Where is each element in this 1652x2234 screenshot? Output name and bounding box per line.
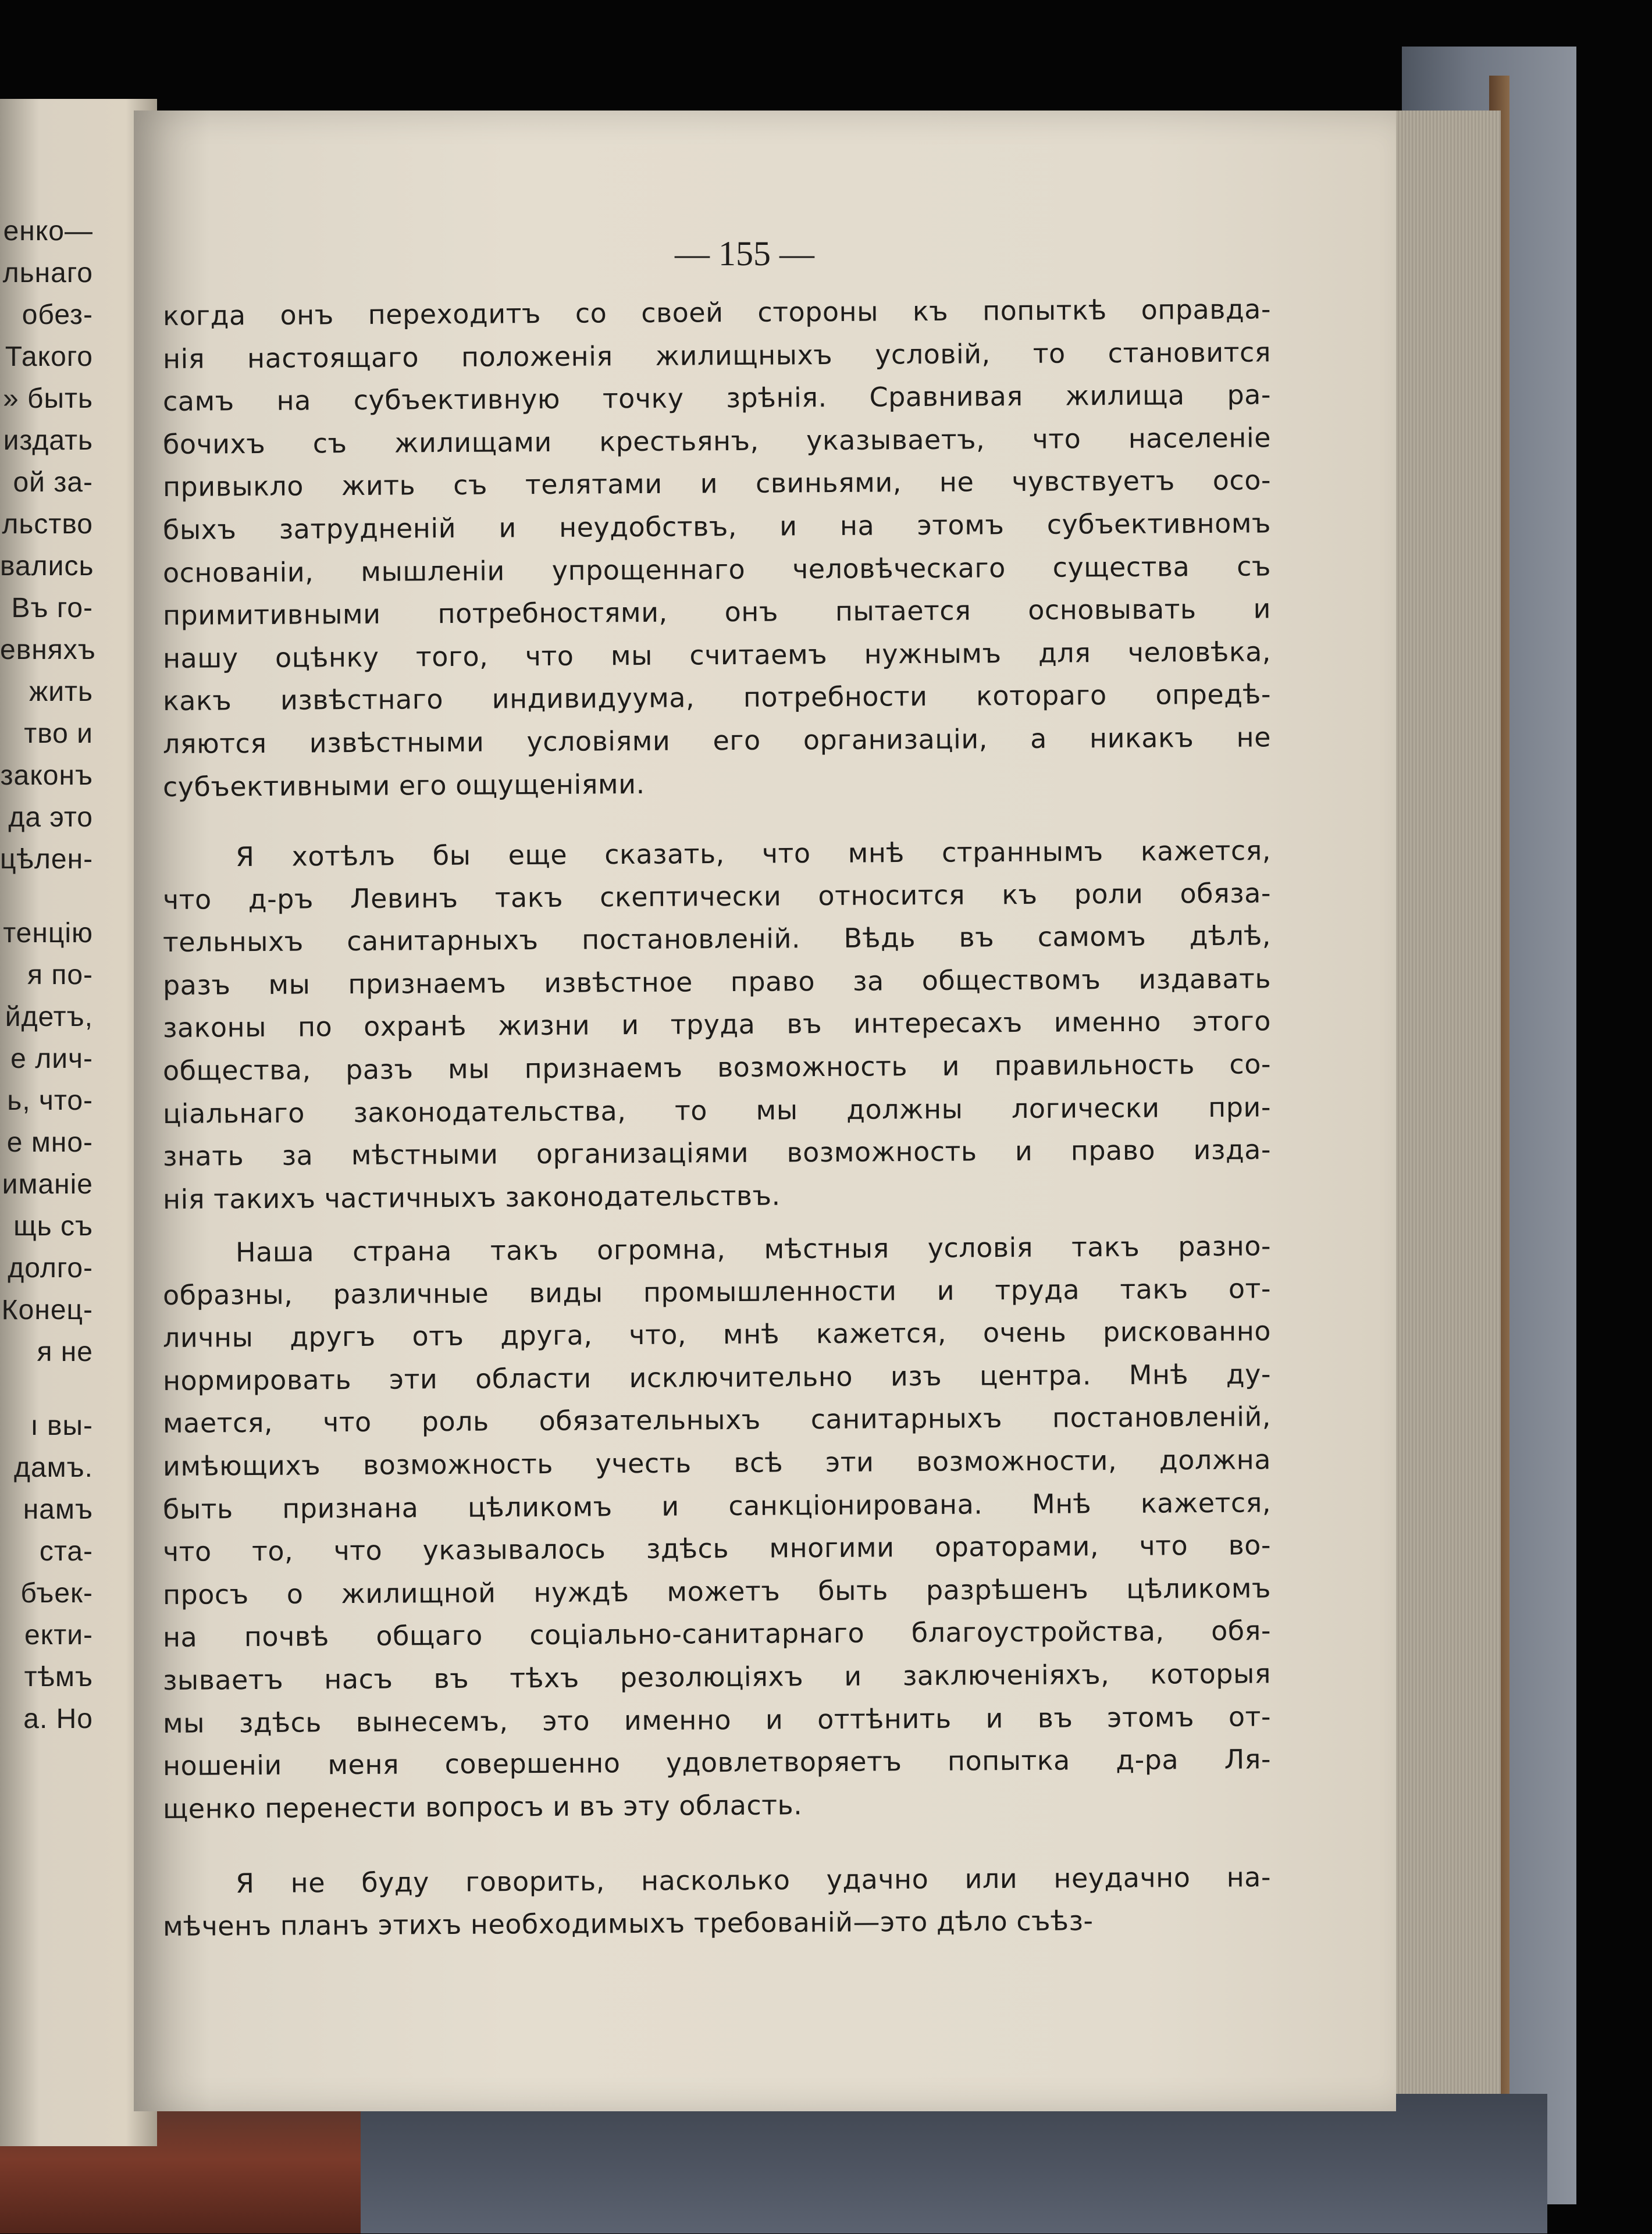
page-block-edge: [1384, 111, 1501, 2164]
left-page-fragment: Въ го-: [11, 593, 93, 623]
body-text-line: Я хотѣлъ бы еще сказать, что мнѣ страннымъ кажется,: [235, 835, 1272, 872]
left-page-fragment: законъ: [0, 760, 93, 791]
right-page: [134, 111, 1396, 2111]
body-text-line: законы по охранѣ жизни и труда въ интересахъ именно этого: [162, 1005, 1272, 1044]
left-page-fragment: евняхъ: [0, 635, 96, 665]
left-page-fragment: ı вы-: [30, 1410, 93, 1441]
left-page-fragment: е мно-: [6, 1127, 93, 1158]
left-page-fragment: тенцію: [3, 918, 93, 949]
body-text-line: мѣченъ планъ этихъ необходимыхъ требованій—это дѣло съѣз-: [162, 1904, 1094, 1942]
body-text-line: мается, что роль обязательныхъ санитарныхъ постановленій,: [162, 1401, 1272, 1440]
left-page-fragment: вались: [0, 551, 94, 582]
body-text-line: какъ извѣстнаго индивидуума, потребности котораго опредѣ-: [162, 678, 1272, 717]
left-page-fragment: льство: [2, 509, 93, 540]
left-page-fragment: йдетъ,: [5, 1002, 93, 1032]
body-text-line: примитивными потребностями, онъ пытается основывать и: [162, 593, 1272, 632]
left-page-fragment: ой за-: [13, 467, 93, 498]
left-page-fragment: е лич-: [10, 1043, 93, 1074]
left-page-fragment: я не: [37, 1337, 93, 1367]
body-text-line: бочихъ съ жилищами крестьянъ, указываетъ, что населеніе: [162, 422, 1272, 460]
left-page-fragment: да это: [8, 802, 93, 833]
left-page-fragment: обез-: [22, 300, 93, 330]
body-text-line: быть признана цѣликомъ и санкціонирована. Мнѣ кажется,: [162, 1486, 1272, 1525]
body-text-line: нія настоящаго положенія жилищныхъ условій, то становится: [162, 336, 1272, 375]
left-page-fragment: долго-: [8, 1253, 93, 1284]
body-text-line: зываетъ насъ въ тѣхъ резолюціяхъ и заключеніяхъ, которыя: [162, 1658, 1272, 1696]
left-page-fragment: издать: [3, 425, 93, 456]
left-page-fragment: намъ: [23, 1494, 93, 1525]
left-page-fragment: щь съ: [13, 1211, 93, 1242]
left-page-fragment: екти-: [24, 1620, 93, 1651]
body-text-line: нормировать эти области исключительно изъ центра. Мнѣ ду-: [162, 1358, 1272, 1396]
body-text-line: ляются извѣстными условіями его организаціи, а никакъ не: [162, 721, 1272, 760]
left-page-fragment: дамъ.: [13, 1452, 93, 1483]
body-text-line: знать за мѣстными организаціями возможность и право изда-: [162, 1134, 1272, 1173]
body-text-line: Наша страна такъ огромна, мѣстныя условія такъ разно-: [235, 1230, 1272, 1268]
body-text-line: ношеніи меня совершенно удовлетворяетъ попытка д-ра Ля-: [162, 1743, 1272, 1782]
body-text-line: самъ на субъективную точку зрѣнія. Сравнивая жилища ра-: [162, 379, 1272, 418]
body-text-line: Я не буду говорить, насколько удачно или неудачно на-: [235, 1861, 1272, 1899]
page-number: — 155 —: [675, 234, 814, 273]
left-page-fragment: тѣмъ: [24, 1662, 93, 1693]
body-text-line: основаніи, мышленіи упрощеннаго человѣческаго существа съ: [162, 550, 1272, 589]
body-text-line: привыкло жить съ телятами и свиньями, не чувствуетъ осо-: [162, 464, 1272, 503]
left-page-fragment: ста-: [39, 1536, 93, 1567]
body-text-line: ціальнаго законодательства, то мы должны логически при-: [162, 1091, 1272, 1130]
bottom-board: [326, 2094, 1547, 2233]
body-text-line: щенко перенести вопросъ и въ эту область.: [162, 1789, 803, 1825]
body-text-line: разъ мы признаемъ извѣстное право за обществомъ издавать: [162, 963, 1272, 1001]
left-page-fragment: Такого: [5, 341, 93, 372]
body-text-line: нашу оцѣнку того, что мы считаемъ нужнымъ для человѣка,: [162, 636, 1272, 674]
body-text-line: быхъ затрудненій и неудобствъ, и на этомъ субъективномъ: [162, 507, 1272, 546]
body-text-line: на почвѣ общаго соціально-санитарнаго благоустройства, обя-: [162, 1615, 1272, 1654]
body-text-line: личны другъ отъ друга, что, мнѣ кажется, очень рискованно: [162, 1315, 1272, 1354]
left-page-fragment: жить: [29, 676, 93, 707]
body-text-line: что д-ръ Левинъ такъ скептически относится къ роли обяза-: [162, 877, 1272, 915]
body-text-line: образны, различные виды промышленности и труда такъ от-: [162, 1272, 1272, 1311]
left-page-fragment: Конец-: [1, 1295, 93, 1326]
left-page-fragment: енко—: [3, 216, 93, 247]
left-page-fragment: я по-: [27, 960, 93, 990]
body-text-line: что то, что указывалось здѣсь многими ораторами, что во-: [162, 1529, 1272, 1568]
body-text-line: нія такихъ частичныхъ законодательствъ.: [162, 1180, 781, 1215]
left-page-fragment: цѣлен-: [0, 844, 94, 875]
body-text-line: общества, разъ мы признаемъ возможность и правильность со-: [162, 1048, 1272, 1086]
body-text-line: субъективными его ощущеніями.: [162, 768, 645, 803]
left-page-fragment: иманіе: [2, 1169, 93, 1200]
left-page-fragment: » быть: [2, 383, 93, 414]
body-text-line: когда онъ переходитъ со своей стороны къ попыткѣ оправда-: [162, 293, 1272, 332]
body-text-line: мы здѣсь вынесемъ, это именно и оттѣнить и въ этомъ от-: [162, 1700, 1272, 1739]
body-text-line: имѣющихъ возможность учесть всѣ эти возможности, должна: [162, 1444, 1272, 1482]
left-page-fragment: бъек-: [20, 1578, 93, 1609]
body-text-line: тельныхъ санитарныхъ постановленій. Вѣдь въ самомъ дѣлѣ,: [162, 920, 1272, 959]
left-page-fragment: льнаго: [2, 258, 93, 288]
left-page-fragment: ь, что-: [7, 1085, 93, 1116]
body-text-line: просъ о жилищной нуждѣ можетъ быть разрѣшенъ цѣликомъ: [162, 1572, 1272, 1611]
left-page-fragment: а. Но: [23, 1704, 93, 1734]
left-page-fragment: тво и: [24, 718, 93, 749]
